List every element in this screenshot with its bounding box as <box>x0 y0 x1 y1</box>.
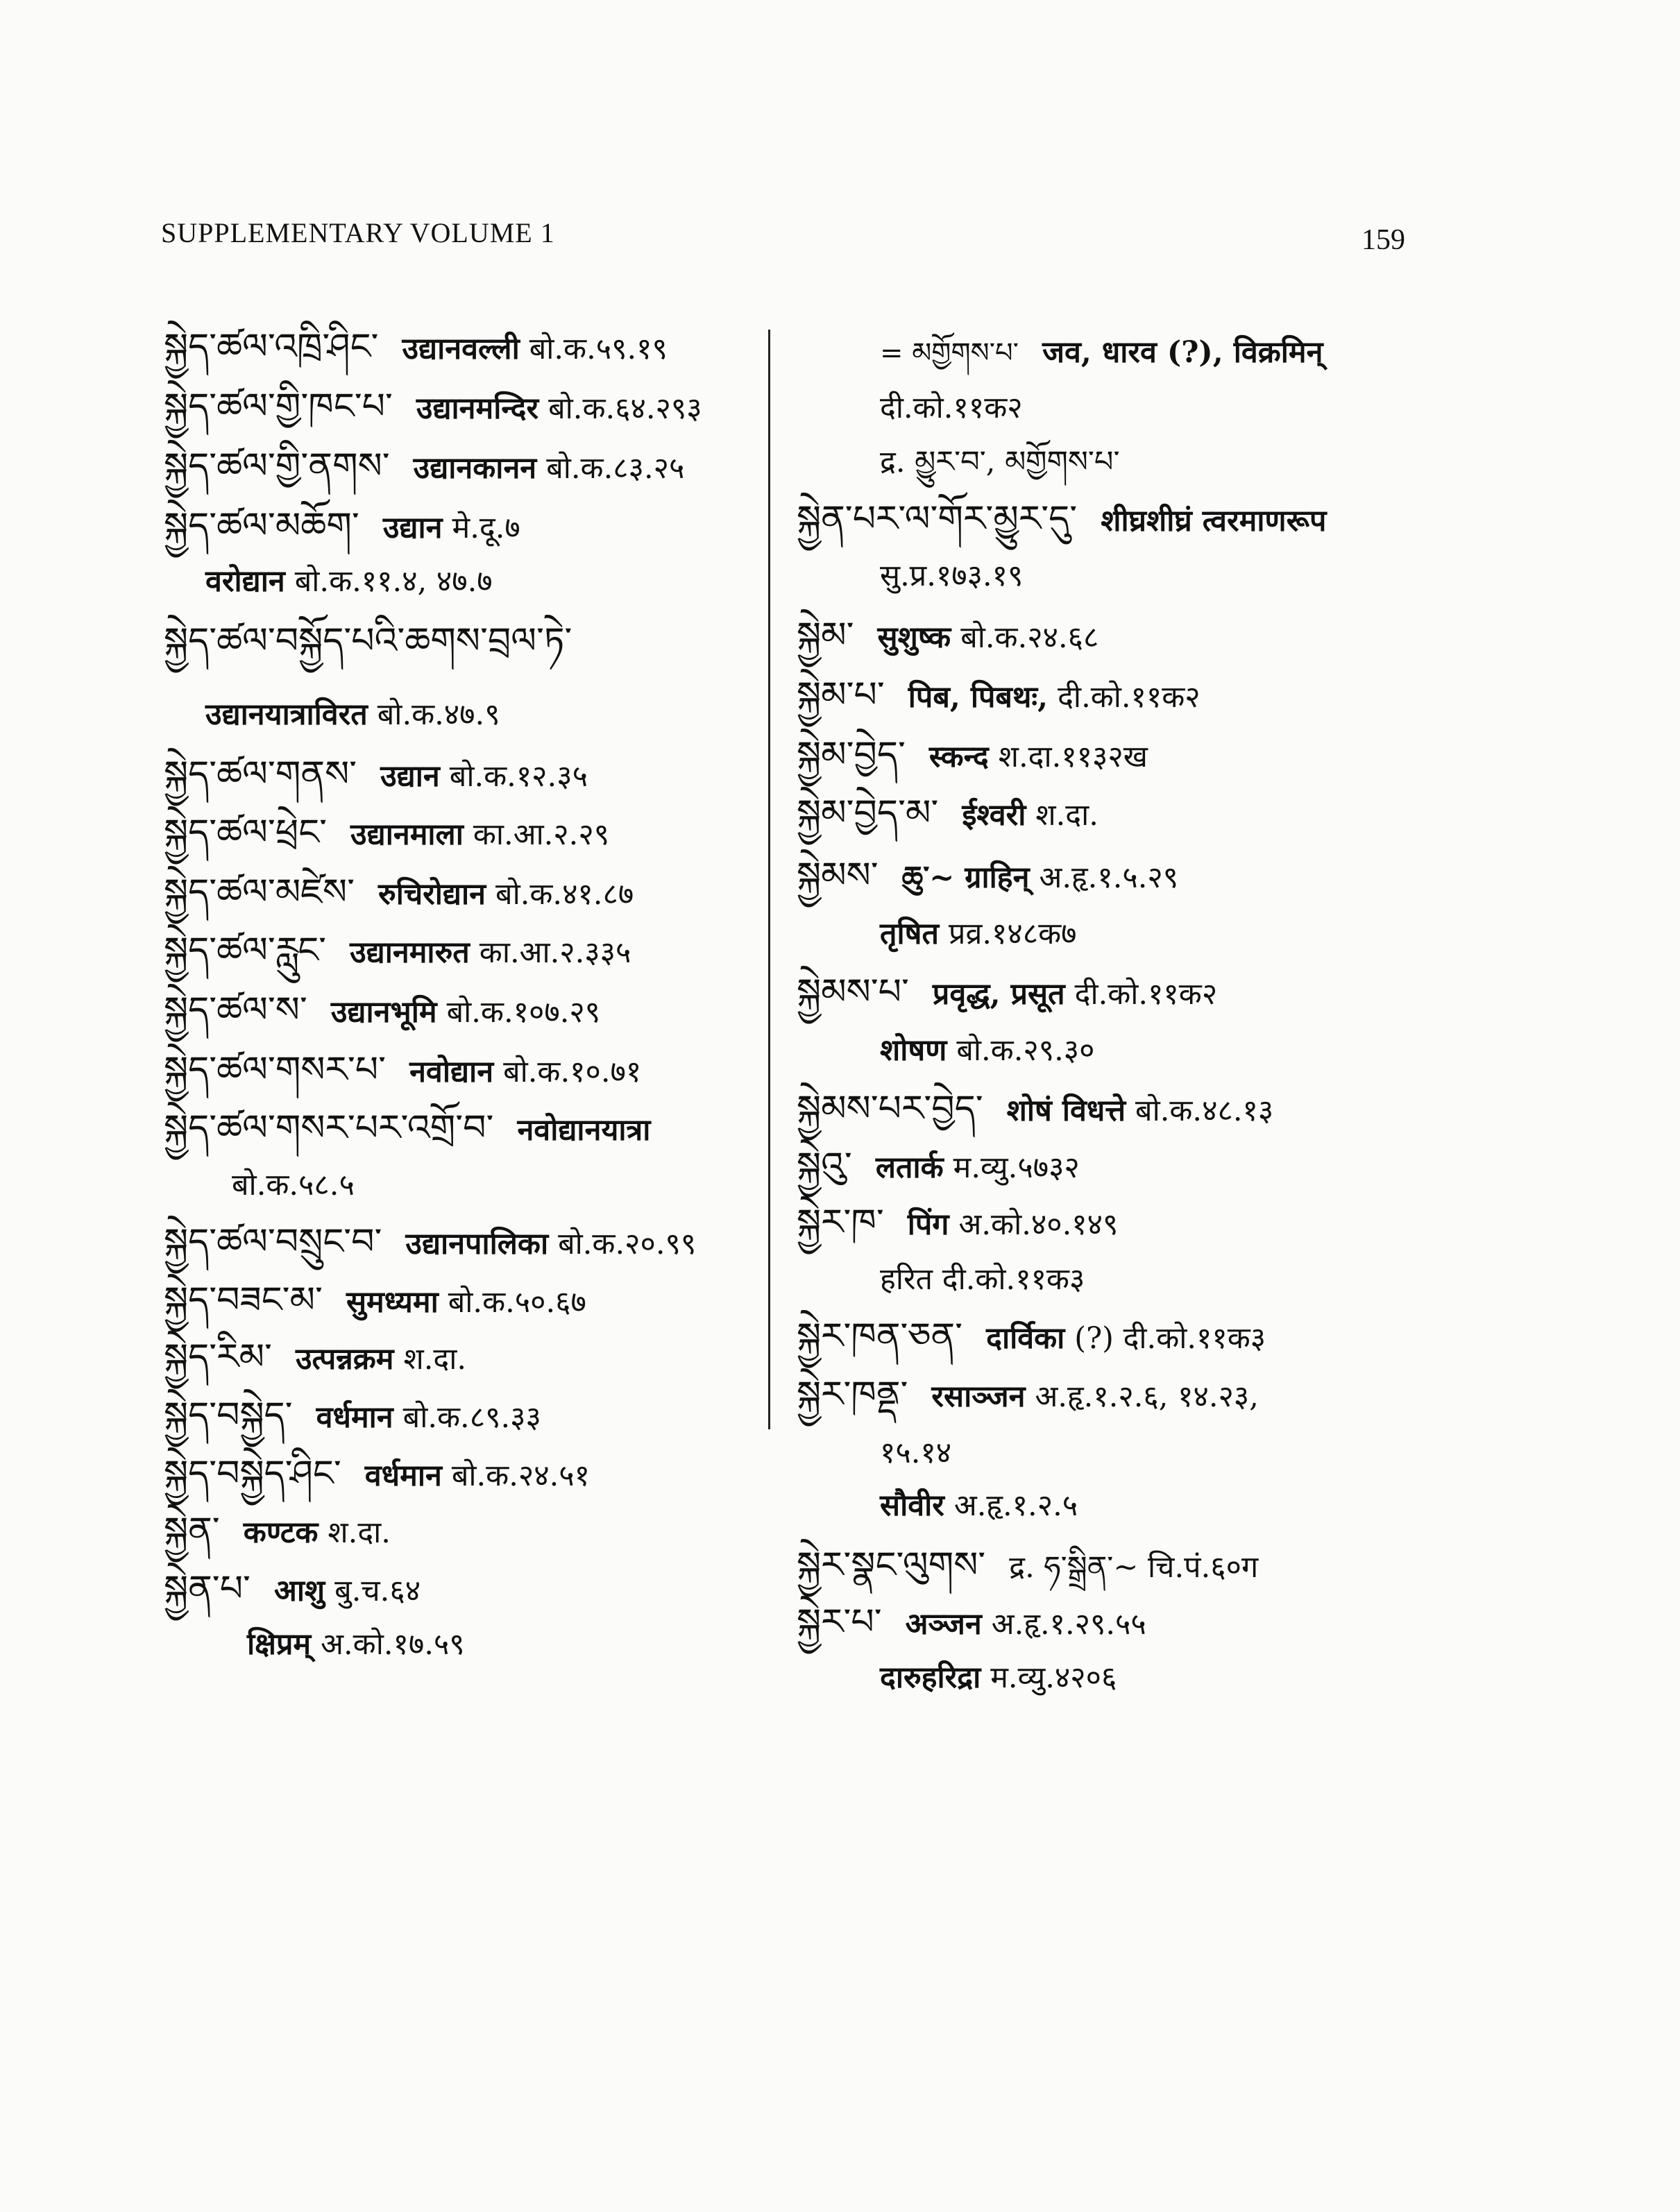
running-title: SUPPLEMENTARY VOLUME 1 <box>161 217 555 248</box>
entry-continuation: हरित दी.को.११क३ <box>880 1262 1085 1297</box>
entry: སྐྱེན་པ་ आशु बु.च.६४ <box>164 1568 421 1610</box>
entry-continuation: क्षिप्रम् अ.को.१७.५९ <box>247 1627 465 1662</box>
entry: སྐྱེད་ཚལ་ཕྲེང་ उद्यानमाला का.आ.२.२९ <box>164 812 610 853</box>
entry: སྐྱེད་བསྐྱེད་ཤིང་ वर्धमान बो.क.२४.५१ <box>164 1453 590 1495</box>
entry: སྐྱེམ་བྱེད་མ་ ईश्वरी श.दा. <box>797 792 1098 834</box>
entry-continuation: दी.को.११क२ <box>880 391 1023 425</box>
entry: སྐྱེད་ཚལ་འཁྲི་ཤིང་ उद्यानवल्ली बो.क.५९.१९ <box>164 326 668 368</box>
entry: སྐྱེར་ཁ་ पिंग अ.को.४०.१४९ <box>797 1202 1119 1243</box>
entry: སྐྱེམ་པ་ पिब, पिबथः, दी.को.११क२ <box>797 674 1200 716</box>
column-divider <box>768 330 770 1429</box>
entry-continuation: १५.१४ <box>880 1436 952 1470</box>
entry-continuation: दारुहरिद्रा म.व्यु.४२०६ <box>880 1660 1117 1695</box>
entry-continuation: = མགྱོགས་པ་ जव, धारव (?), विक्रमिन् <box>880 335 1323 370</box>
entry: སྐྱེད་ཚལ་མཛེས་ रुचिरोद्यान बो.क.४१.८७ <box>164 871 634 913</box>
entry: སྐྱེད་ཚལ་གྱི་ནགས་ उद्यानकानन बो.क.८३.२५ <box>164 445 685 487</box>
entry-continuation: वरोद्यान बो.क.११.४, ४७.७ <box>205 564 493 599</box>
entry: སྐྱེད་བསྐྱེད་ वर्धमान बो.क.८९.३३ <box>164 1395 541 1436</box>
page-number: 159 <box>1361 224 1405 256</box>
entry-continuation: सौवीर अ.हृ.१.२.५ <box>880 1488 1078 1523</box>
entry: སྐྱེད་རིམ་ उत्पन्नक्रम श.दा. <box>164 1336 467 1378</box>
entry: སྐྱེད་ཚལ་གྱི་ཁང་པ་ उद्यानमन्दिर बो.क.६४.२९३ <box>164 386 702 427</box>
entry: སྐྱེམ་བྱེད་ स्कन्द श.दा.११३२ख <box>797 734 1148 776</box>
entry: སྐྱེར་ཁནྡ་ रसाञ्जन अ.हृ.१.२.६, १४.२३, <box>797 1374 1259 1415</box>
entry: སྐྱེན་ कण्टक श.दा. <box>164 1510 391 1551</box>
entry-continuation: उद्यानयात्राविरत बो.क.४७.९ <box>205 697 500 732</box>
entry: སྐྱེར་པ་ अञ्जन अ.हृ.१.२९.५५ <box>797 1601 1146 1643</box>
entry: སྐྱེའུ་ लतार्क म.व्यु.५७३२ <box>797 1145 1080 1186</box>
entry: སྐྱེད་ཚལ་བསྐྱོད་པའི་ཆགས་བྲལ་ཏེ་ <box>164 620 572 662</box>
entry-continuation: बो.क.५८.५ <box>232 1168 355 1202</box>
entry: སྐྱེད་ཚལ་རླུང་ उद्यानमारुत का.आ.२.३३५ <box>164 930 631 971</box>
entry: སྐྱེད་ཚལ་གསར་པ་ नवोद्यान बो.क.१०.७१ <box>164 1049 642 1091</box>
entry: སྐྱེར་སྣང་ལུགས་ द्र. ཧ་སྒྲིན་~ चि.पं.६०ग <box>797 1545 1259 1586</box>
entry: སྐྱེད་ཚལ་གནས་ उद्यान बो.क.१२.३५ <box>164 754 588 795</box>
entry: སྐྱེད་བཟང་མ་ सुमध्यमा बो.क.५०.६७ <box>164 1279 586 1321</box>
entry: སྐྱེན་པར་ལ་གོར་མྱུར་དུ་ शीघ्रशीघ्रं त्वरमाणरूप <box>797 498 1327 540</box>
entry: སྐྱེམས་པ་ प्रवृद्ध, प्रसूत दी.को.११क२ <box>797 971 1218 1013</box>
entry-continuation: शोषण बो.क.२९.३० <box>880 1033 1095 1068</box>
entry-continuation: तृषित प्रव्र.१४८क७ <box>880 917 1077 951</box>
entry: སྐྱེད་ཚལ་ས་ उद्यानभूमि बो.क.१०७.२९ <box>164 989 601 1031</box>
entry: སྐྱེད་ཚལ་མཆོག་ उद्यान मे.दू.७ <box>164 505 520 547</box>
entry: སྐྱེམས་ ཆུ་~ ग्राहिन् अ.हृ.१.५.२९ <box>797 855 1179 896</box>
entry: སྐྱེམས་པར་བྱེད་ शोषं विधत्ते बो.क.४८.१३ <box>797 1088 1274 1130</box>
entry-continuation: द्र. མྱུར་བ་, མགྱོགས་པ་ <box>880 445 1120 479</box>
entry: སྐྱེམ་ सुशुष्क बो.क.२४.६८ <box>797 615 1099 656</box>
entry: སྐྱེད་ཚལ་གསར་པར་འགྲོ་བ་ नवोद्यानयात्रा <box>164 1107 651 1149</box>
entry: སྐྱེད་ཚལ་བསྲུང་བ་ उद्यानपालिका बो.क.२०.९९ <box>164 1221 697 1263</box>
entry-continuation: सु.प्र.१७३.१९ <box>880 559 1024 593</box>
entry: སྐྱེར་ཁན་ཅན་ दार्विका (?) दी.को.११क३ <box>797 1316 1266 1357</box>
